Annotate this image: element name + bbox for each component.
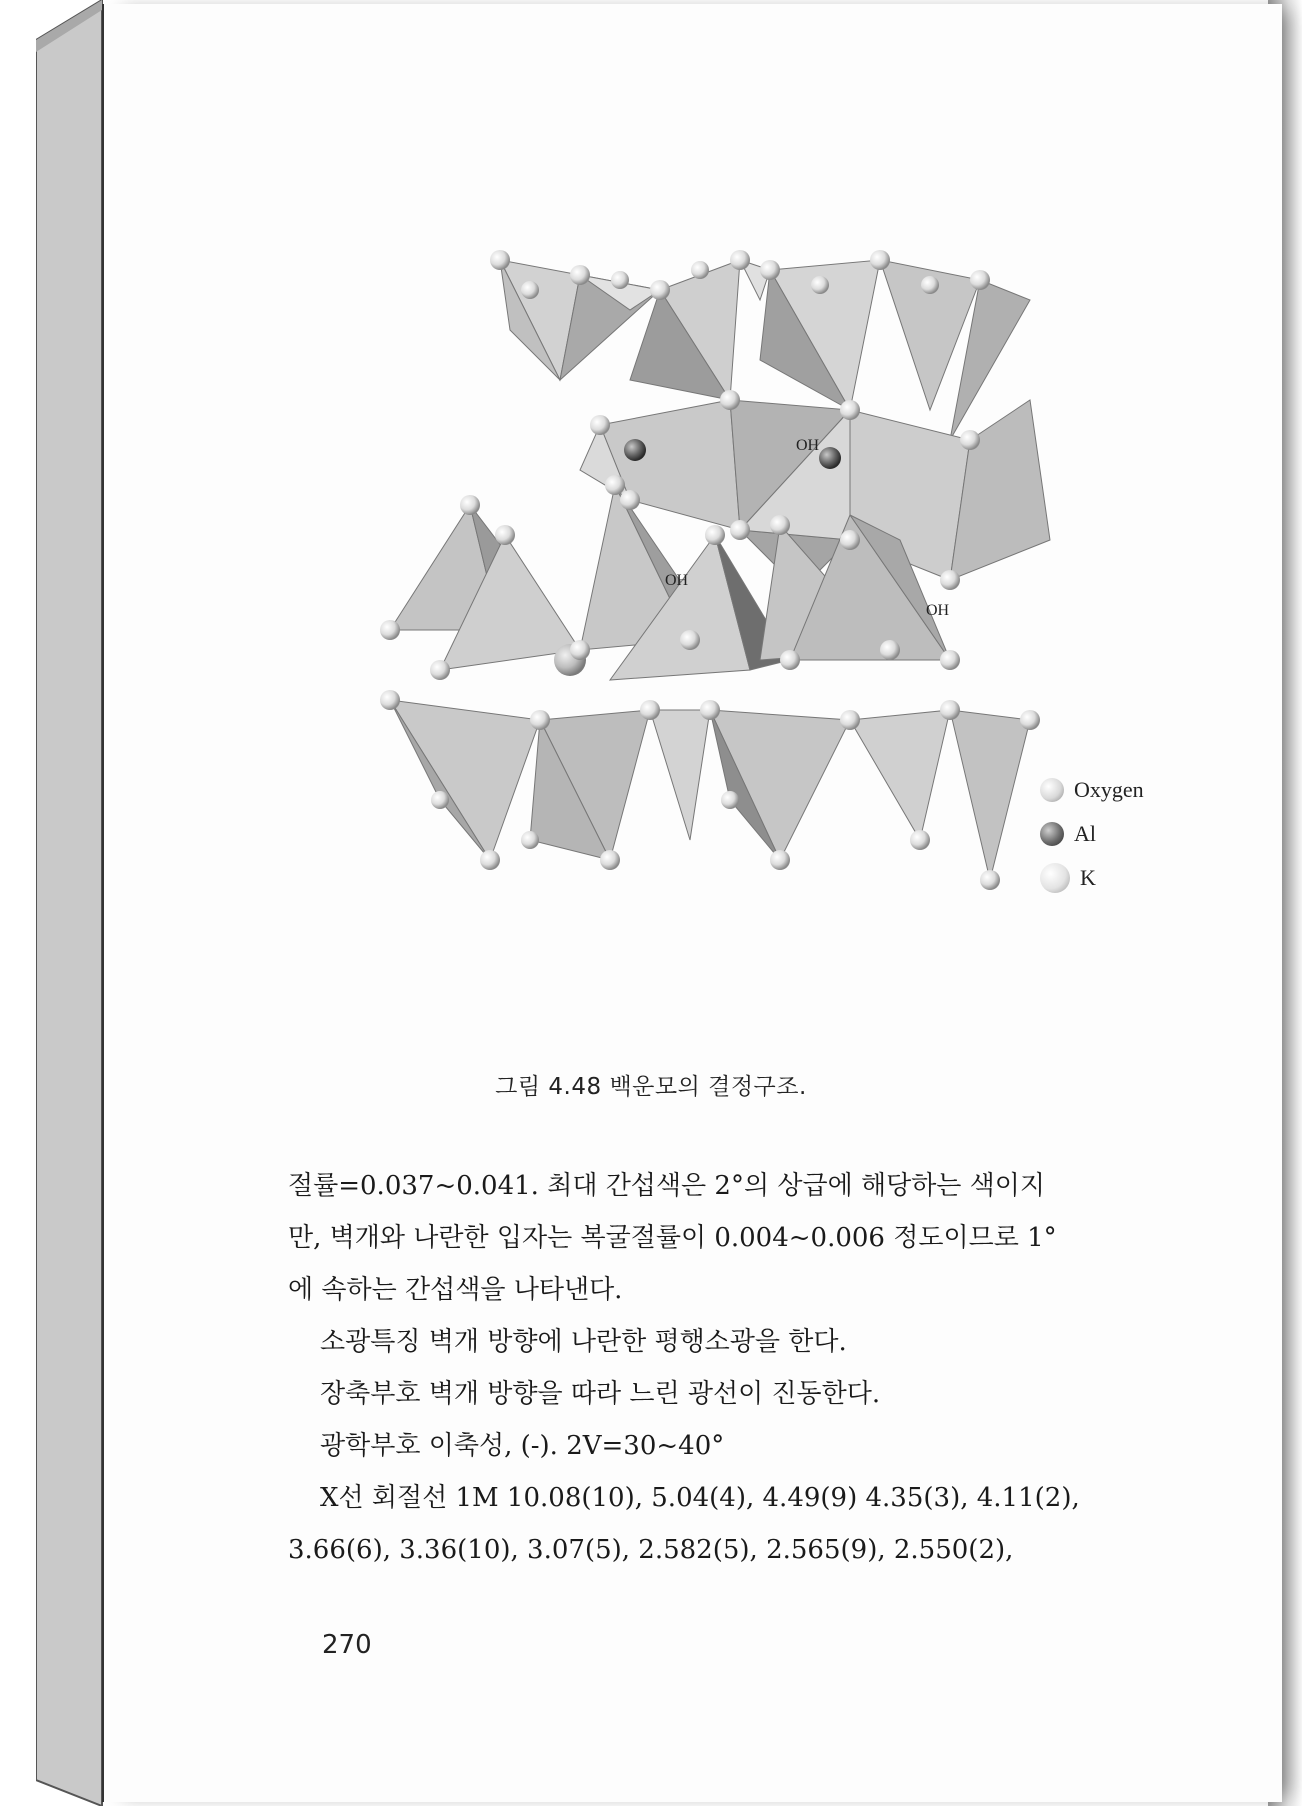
body-text [288,1160,1188,1576]
text-line: 광학부호 이축성, (-). 2V=30~40° [320,1431,725,1461]
legend-row-oxygen [1040,768,1180,812]
figure-caption: 그림 4.48 백운모의 결정구조. [495,1074,807,1100]
page-number: 270 [322,1630,372,1660]
oh-label: OH [796,437,820,454]
k-sphere-icon [1040,863,1070,893]
text-line: 3.66(6), 3.36(10), 3.07(5), 2.582(5), 2.565(9), 2.550(2), [288,1535,1014,1565]
text-line: 만, 벽개와 나란한 입자는 복굴절률이 0.004~0.006 정도이므로 1° [288,1223,1057,1253]
oxygen-sphere-icon [1040,778,1064,802]
al-ion [624,439,646,461]
oh-label: OH [926,602,950,619]
book-spine [36,0,104,1806]
figure-legend [1040,768,1180,900]
legend-row-k [1040,856,1180,900]
crystal-structure-drawing [330,240,1210,1020]
legend-row-al [1040,812,1180,856]
legend-label: K [1080,865,1096,890]
text-line: 에 속하는 간섭색을 나타낸다. [288,1275,623,1305]
muscovite-crystal-structure-figure [330,240,1210,1020]
al-sphere-icon [1040,822,1064,846]
text-line: X선 회절선 1M 10.08(10), 5.04(4), 4.49(9) 4.35(3), 4.11(2), [320,1483,1080,1513]
al-ion [819,447,841,469]
legend-label: Oxygen [1074,777,1144,802]
oh-label: OH [665,572,689,589]
text-line: 소광특징 벽개 방향에 나란한 평행소광을 한다. [320,1327,847,1357]
text-line: 장축부호 벽개 방향을 따라 느린 광선이 진동한다. [320,1379,881,1409]
text-line: 절률=0.037~0.041. 최대 간섭색은 2°의 상급에 해당하는 색이지 [288,1171,1046,1201]
legend-label: Al [1074,821,1096,846]
